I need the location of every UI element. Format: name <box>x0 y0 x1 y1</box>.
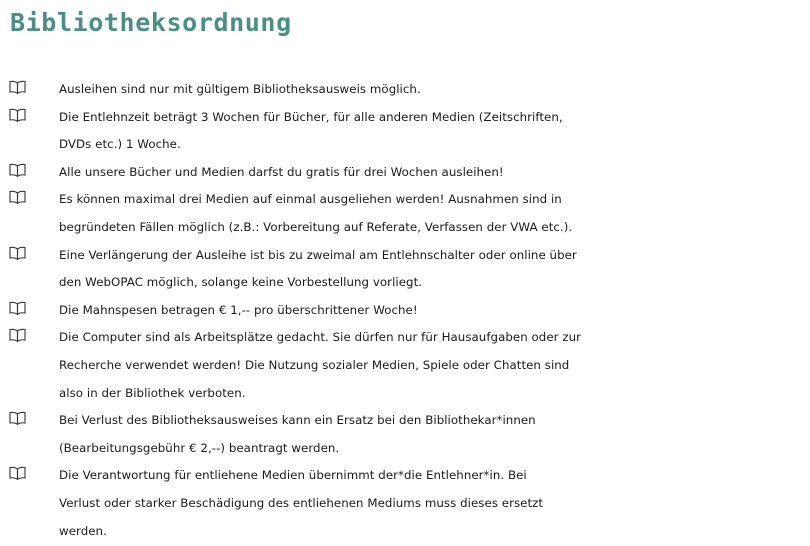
open-book-icon <box>9 190 26 204</box>
rule-line: Verlust oder starker Beschädigung des entliehenen Mediums muss dieses ersetzt <box>59 495 544 510</box>
rule-item <box>0 159 810 187</box>
rule-line: Die Computer sind als Arbeitsplätze gedacht. Sie dürfen nur für Hausaufgaben oder zur <box>59 330 582 345</box>
rule-item <box>0 324 810 407</box>
rule-text <box>59 186 810 241</box>
open-book-icon <box>9 163 26 177</box>
rule-line: den WebOPAC möglich, solange keine Vorbestellung vorliegt. <box>59 275 423 290</box>
rule-line: Eine Verlängerung der Ausleihe ist bis zu zweimal am Entlehnschalter oder online über <box>59 247 577 262</box>
rule-item <box>0 462 810 545</box>
rule-line: werden. <box>59 523 107 538</box>
open-book-icon <box>9 411 26 425</box>
rule-text <box>59 297 810 325</box>
rule-line: DVDs etc.) 1 Woche. <box>59 137 181 152</box>
open-book-icon <box>9 301 26 315</box>
open-book-icon <box>9 246 26 260</box>
rule-item <box>0 407 810 462</box>
page-title: Bibliotheksordnung <box>10 8 292 37</box>
rule-line: Recherche verwendet werden! Die Nutzung sozialer Medien, Spiele oder Chatten sind <box>59 357 570 372</box>
open-book-icon <box>9 80 26 94</box>
rule-line: Die Entlehnzeit beträgt 3 Wochen für Bücher, für alle anderen Medien (Zeitschriften, <box>59 109 563 124</box>
rule-line: Bei Verlust des Bibliotheksausweises kann ein Ersatz bei den Bibliothekar*innen <box>59 413 536 428</box>
open-book-icon <box>9 328 26 342</box>
open-book-icon <box>9 466 26 480</box>
rule-text <box>59 76 810 104</box>
rule-item <box>0 104 810 159</box>
rule-line: (Bearbeitungsgebühr € 2,--) beantragt werden. <box>59 440 340 455</box>
rule-item <box>0 186 810 241</box>
open-book-icon <box>9 108 26 122</box>
rule-text <box>59 407 810 462</box>
rule-line: Die Mahnspesen betragen € 1,-- pro überschrittener Woche! <box>59 302 418 317</box>
rule-line: Ausleihen sind nur mit gültigem Bibliotheksausweis möglich. <box>59 82 421 96</box>
rule-item <box>0 297 810 325</box>
rule-text <box>59 104 810 159</box>
rule-item <box>0 242 810 297</box>
rule-text <box>59 159 810 187</box>
rule-item <box>0 76 810 104</box>
rule-line: Alle unsere Bücher und Medien darfst du gratis für drei Wochen ausleihen! <box>59 164 504 179</box>
rule-text <box>59 242 810 297</box>
rules-list <box>0 76 810 545</box>
rule-text <box>59 324 810 407</box>
rule-line: also in der Bibliothek verboten. <box>59 385 246 400</box>
rule-line: Es können maximal drei Medien auf einmal ausgeliehen werden! Ausnahmen sind in <box>59 192 562 207</box>
rule-text <box>59 462 810 545</box>
rule-line: begründeten Fällen möglich (z.B.: Vorbereitung auf Referate, Verfassen der VWA etc.). <box>59 219 573 234</box>
rule-line: Die Verantwortung für entliehene Medien übernimmt der*die Entlehner*in. Bei <box>59 468 527 483</box>
